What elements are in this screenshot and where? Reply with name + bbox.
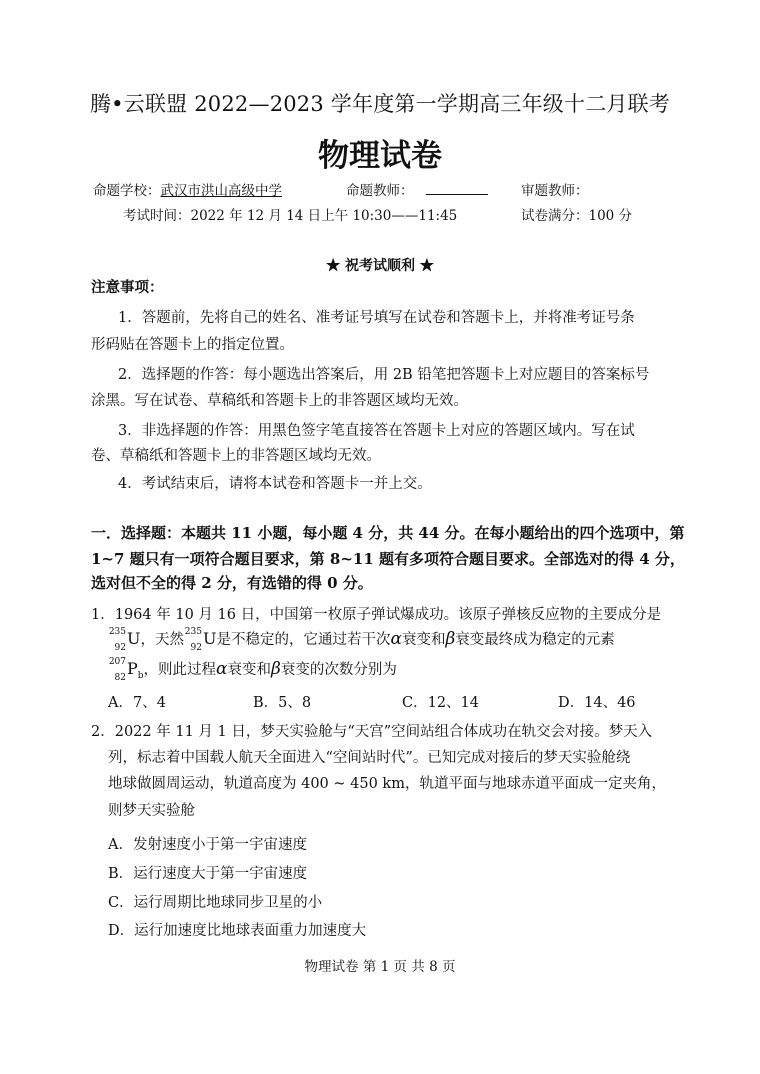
- q1-option-a[interactable]: A．7、4: [108, 695, 166, 711]
- section-instruction: 1~7 题只有一项符合题目要求，第 8~11 题有多项符合题目要求。全部选对的得 4 分，: [91, 550, 685, 568]
- school-field: [93, 179, 282, 199]
- q1-stem-line: 235 92 U，天然 235 92 U是不稳定的，它通过若干次α衰变和β衰变最终成为稳定的元素: [108, 627, 615, 653]
- reviewer-field: [521, 179, 589, 199]
- notice-line: 卷、草稿纸和答题卡上的非答题区域均无效。: [91, 448, 381, 464]
- q1-stem-line: 207 82 $P_b$，则此过程α衰变和β衰变的次数分别为: [108, 657, 397, 683]
- q2-option-d[interactable]: D．运行加速度比地球表面重力加速度大: [108, 923, 367, 939]
- notice-heading: 注意事项：: [91, 279, 164, 296]
- notice-line: 1．答题前，先将自己的姓名、准考证号填写在试卷和答题卡上，并将准考证号条: [118, 310, 635, 326]
- q1-option-c[interactable]: C．12、14: [402, 695, 479, 711]
- notice-line: 涂黑。写在试卷、草稿纸和答题卡上的非答题区域均无效。: [91, 393, 468, 409]
- q2-stem-line: 2．2022 年 11 月 1 日，梦天实验舱与“天宫”空间站组合体成功在轨交会对接。梦天入: [91, 724, 653, 740]
- notice-line: 4．考试结束后，请将本试卷和答题卡一并上交。: [118, 476, 432, 492]
- reviewer-label: 审题教师：: [521, 183, 589, 199]
- q2-option-a[interactable]: A．发射速度小于第一宇宙速度: [108, 837, 307, 853]
- uranium-isotope: 235 92: [184, 627, 202, 653]
- notice-line: 形码贴在答题卡上的指定位置。: [91, 337, 294, 353]
- section-instruction: 一．选择题：本题共 11 小题，每小题 4 分，共 44 分。在每小题给出的四个选项中，第: [91, 524, 685, 542]
- notice-line: 3．非选择题的作答：用黑色签字笔直接答在答题卡上对应的答题区域内。写在试: [118, 423, 635, 439]
- uranium-isotope: 235 92: [108, 627, 126, 653]
- q1-option-d[interactable]: D．14、46: [558, 695, 636, 711]
- school-value: 武汉市洪山高级中学: [160, 183, 282, 199]
- section-instruction: 选对但不全的得 2 分，有选错的得 0 分。: [91, 574, 373, 592]
- q2-option-c[interactable]: C．运行周期比地球同步卫星的小: [108, 895, 323, 911]
- exam-title: 腾•云联盟 2022—2023 学年度第一学期高三年级十二月联考: [89, 92, 671, 116]
- q2-stem-line: 则梦天实验舱: [108, 803, 195, 819]
- subject-title: 物理试卷: [318, 138, 442, 174]
- full-score: 试卷满分：100 分: [521, 208, 633, 224]
- q1-option-b[interactable]: B．5、8: [253, 695, 312, 711]
- teacher-field: [346, 179, 488, 199]
- q2-stem-line: 列，标志着中国载人航天全面进入“空间站时代”。已知完成对接后的梦天实验舱绕: [108, 750, 631, 766]
- lead-isotope: 207 82: [108, 657, 126, 683]
- school-label: 命题学校：: [93, 183, 161, 199]
- teacher-label: 命题教师：: [346, 183, 414, 199]
- page-footer: 物理试卷 第 1 页 共 8 页: [304, 959, 456, 975]
- notice-line: 2．选择题的作答：每小题选出答案后，用 2B 铅笔把答题卡上对应题目的答案标号: [118, 367, 650, 383]
- q2-option-b[interactable]: B．运行速度大于第一宇宙速度: [108, 866, 308, 882]
- exam-time: 考试时间：2022 年 12 月 14 日上午 10:30——11:45: [123, 208, 458, 224]
- teacher-blank: [426, 181, 488, 195]
- good-luck-banner: ★ 祝考试顺利 ★: [326, 258, 434, 274]
- q1-stem-line: 1．1964 年 10 月 16 日，中国第一枚原子弹试爆成功。该原子弹核反应物的主要成分是: [91, 607, 662, 623]
- q2-stem-line: 地球做圆周运动，轨道高度为 400 ~ 450 km，轨道平面与地球赤道平面成一定夹角，: [108, 776, 666, 792]
